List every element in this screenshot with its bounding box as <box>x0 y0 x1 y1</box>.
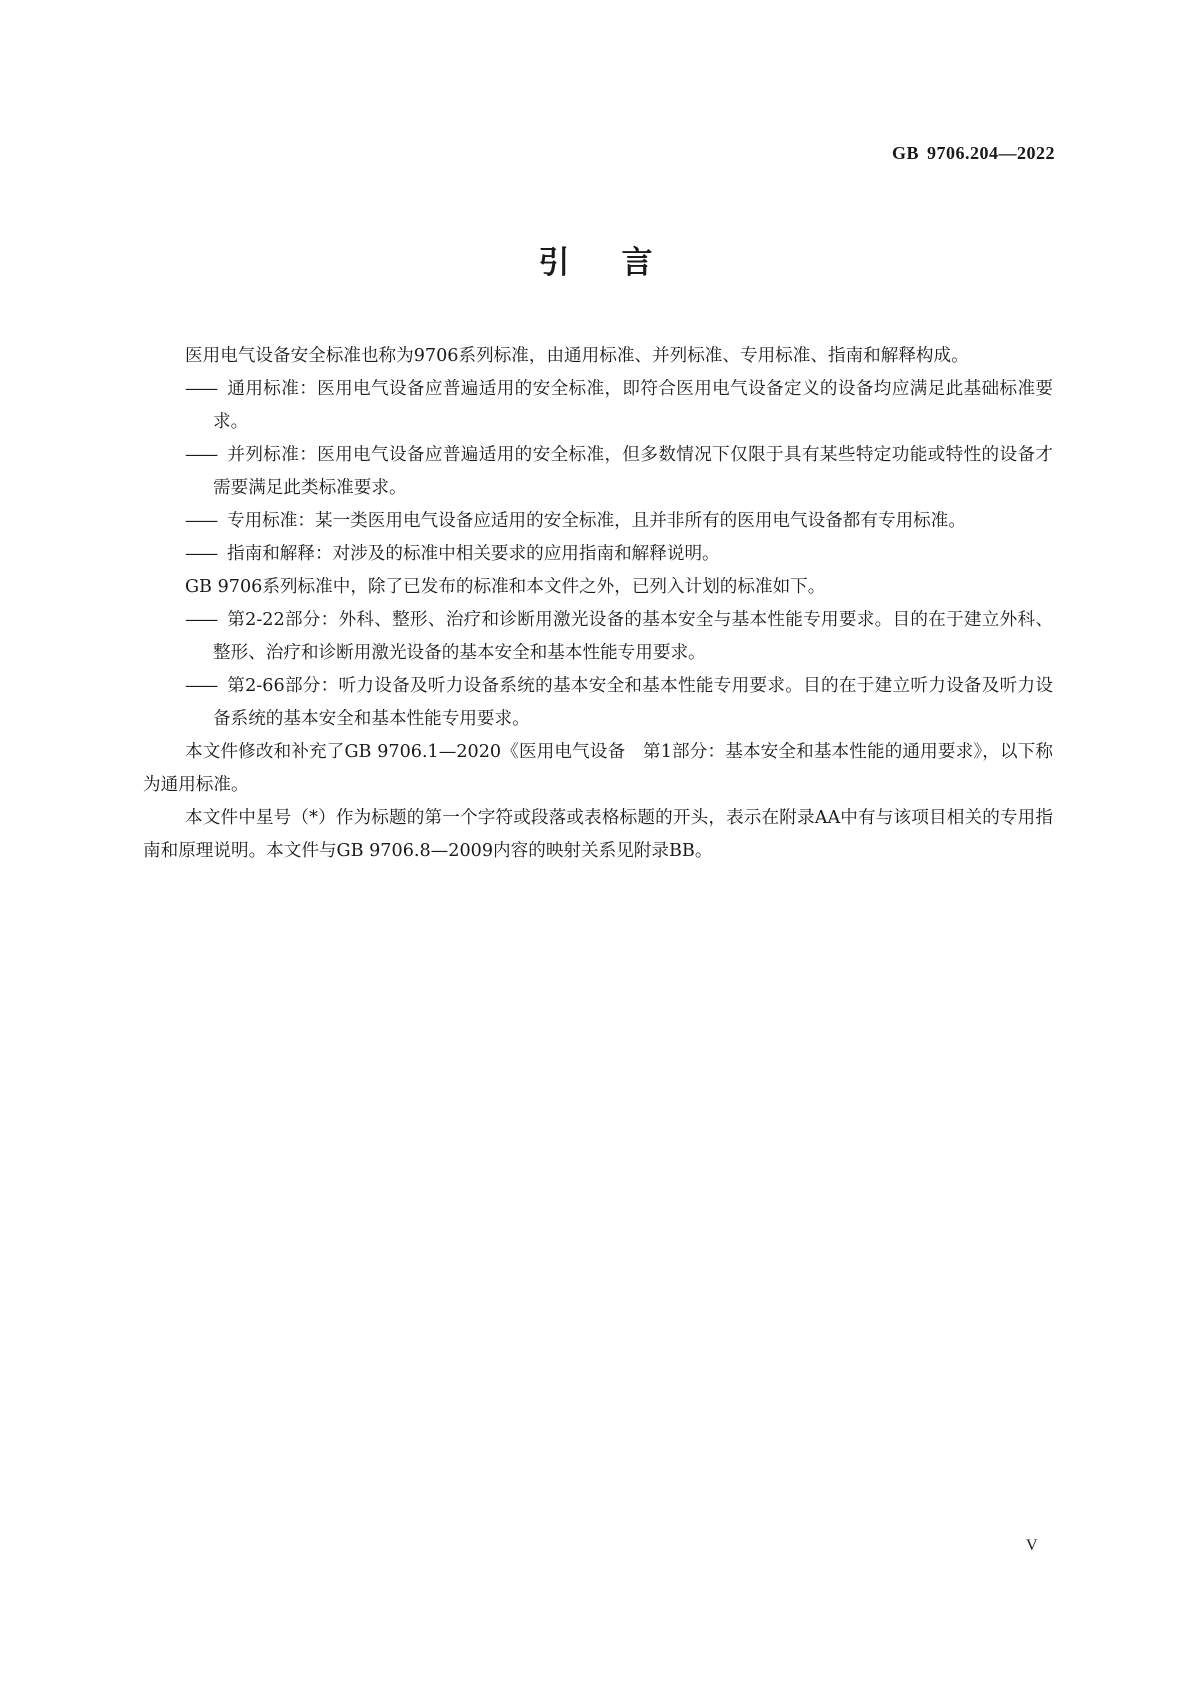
dash-bullet: —— <box>185 445 217 465</box>
list-item-text: 第2-66部分：听力设备及听力设备系统的基本安全和基本性能专用要求。目的在于建立听力设备及听力设备系统的基本安全和基本性能专用要求。 <box>213 676 1053 729</box>
list-item-text: 指南和解释：对涉及的标准中相关要求的应用指南和解释说明。 <box>227 544 720 564</box>
body-paragraph: GB 9706系列标准中，除了已发布的标准和本文件之外，已列入计划的标准如下。 <box>185 577 826 597</box>
dash-bullet: —— <box>185 379 217 399</box>
body-paragraph: 本文件中星号（*）作为标题的第一个字符或段落或表格标题的开头，表示在附录AA中有与该项目相关的专用指南和原理说明。本文件与GB 9706.8—2009内容的映射关系见附录BB。 <box>143 808 1053 861</box>
list-item <box>143 373 1053 439</box>
dash-bullet: —— <box>185 511 217 531</box>
list-item-text: 通用标准：医用电气设备应普遍适用的安全标准，即符合医用电气设备定义的设备均应满足此基础标准要求。 <box>213 379 1053 432</box>
list-item <box>143 604 1053 670</box>
body-paragraph: 本文件修改和补充了GB 9706.1—2020《医用电气设备 第1部分：基本安全和基本性能的通用要求》，以下称为通用标准。 <box>143 742 1053 795</box>
body-paragraph: 医用电气设备安全标准也称为9706系列标准，由通用标准、并列标准、专用标准、指南和解释构成。 <box>185 346 969 366</box>
list-item-text: 专用标准：某一类医用电气设备应适用的安全标准，且并非所有的医用电气设备都有专用标准。 <box>227 511 966 531</box>
list-item <box>143 505 1053 538</box>
section-title: 引言 <box>538 245 705 281</box>
dash-bullet: —— <box>185 610 217 630</box>
list-item <box>143 538 1053 571</box>
page-number: V <box>1026 1537 1038 1554</box>
dash-bullet: —— <box>185 676 217 696</box>
document-body <box>143 340 1053 868</box>
list-item <box>143 670 1053 736</box>
standard-number: 9706.204—2022 <box>927 143 1055 163</box>
list-item-text: 第2-22部分：外科、整形、治疗和诊断用激光设备的基本安全与基本性能专用要求。目的在于建立外科、整形、治疗和诊断用激光设备的基本安全和基本性能专用要求。 <box>213 610 1053 663</box>
standard-prefix: GB <box>891 143 919 163</box>
list-item <box>143 439 1053 505</box>
dash-bullet: —— <box>185 544 217 564</box>
list-item-text: 并列标准：医用电气设备应普遍适用的安全标准，但多数情况下仅限于具有某些特定功能或特性的设备才需要满足此类标准要求。 <box>213 445 1053 498</box>
standard-code-header <box>892 141 1055 165</box>
